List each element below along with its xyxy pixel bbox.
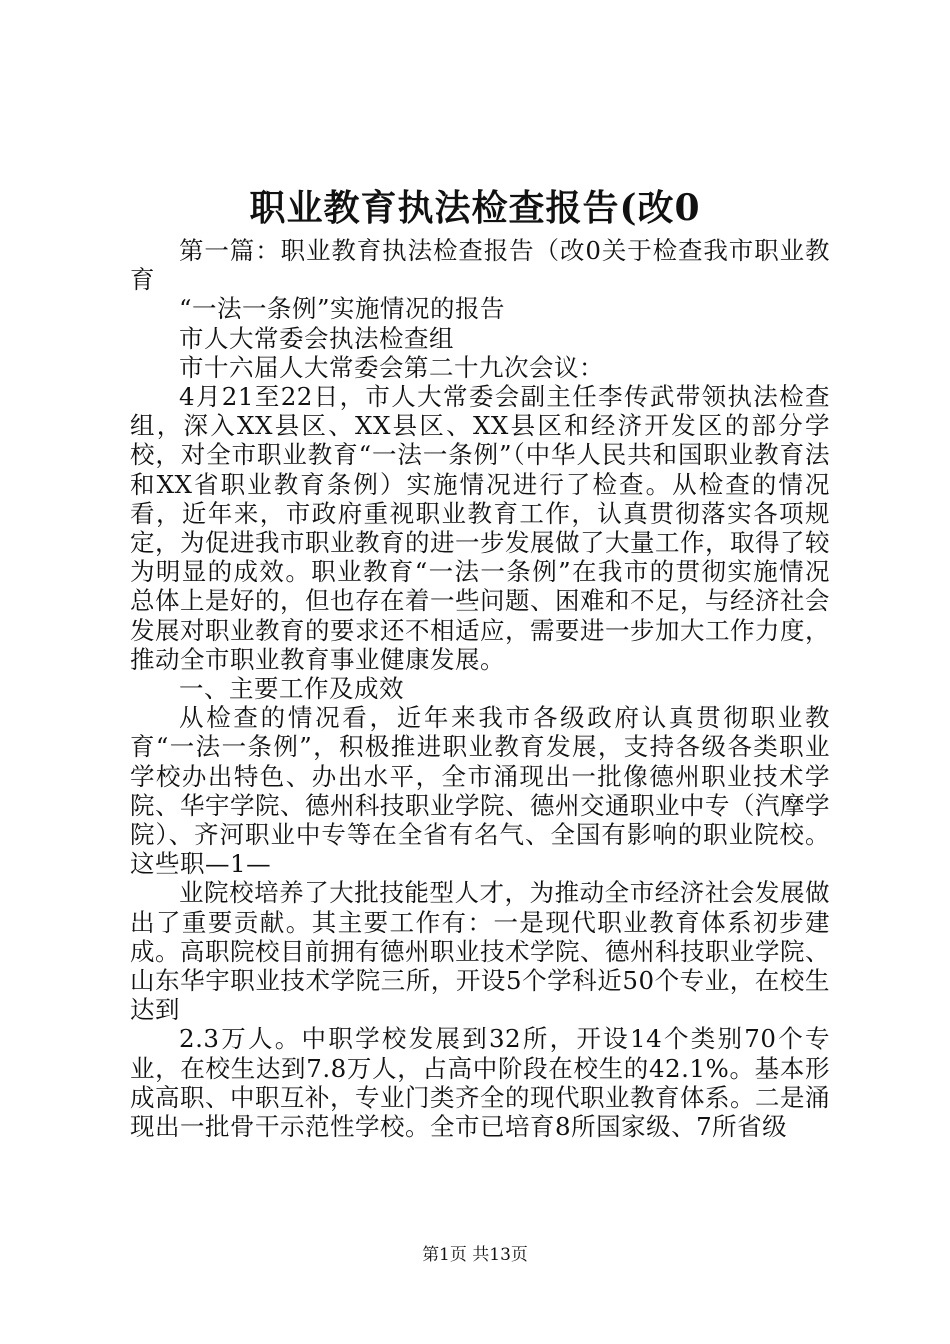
paragraph: “一法一条例”实施情况的报告 bbox=[179, 294, 506, 324]
paragraph: 市人大常委会执法检查组 bbox=[179, 323, 454, 353]
paragraph: 市十六届人大常委会第二十九次会议： bbox=[179, 352, 604, 382]
paragraph: 4月21至22日，市人大常委会副主任李传武带领执法检查组，深入XX县区、XX县区、XX县区和经济开发区的部分学校，对全市职业教育“一法一条例”（中华人民共和国职业教育法和XX省职业教育条例）实施情况进行了检查。从检查的情况看，近年来，市政府重视职业教育工作，认真贯彻落实各项规定，为促进我市职业教育的进一步发展做了大量工作，取得了较为明显的成效。职业教育“一法一条例”在我市的贯彻实施情况总体上是好的，但也存在着一些问题、困难和不足，与经济社会发展对职业教育的要求还不相适应，需要进一步加大工作力度，推动全市职业教育事业健康发展。 bbox=[130, 382, 830, 674]
paragraph: 业院校培养了大批技能型人才，为推动全市经济社会发展做出了重要贡献。其主要工作有：一是现代职业教育体系初步建成。高职院校目前拥有德州职业技术学院、德州科技职业学院、山东华宇职业技术学院三所，开设5个学科近50个专业，在校生达到 bbox=[130, 878, 830, 1025]
paragraph: 第一篇：职业教育执法检查报告（改0关于检查我市职业教育 bbox=[130, 236, 830, 295]
section-heading: 一、主要工作及成效 bbox=[179, 674, 404, 704]
document-body bbox=[130, 236, 830, 1141]
paragraph: 2.3万人。中职学校发展到32所，开设14个类别70个专业，在校生达到7.8万人，占高中阶段在校生的42.1%。基本形成高职、中职互补，专业门类齐全的现代职业教育体系。二是涌现出一批骨干示范性学校。全市已培育8所国家级、7所省级 bbox=[130, 1024, 830, 1142]
paragraph: 从检查的情况看，近年来我市各级政府认真贯彻职业教育“一法一条例”，积极推进职业教育发展，支持各级各类职业学校办出特色、办出水平，全市涌现出一批像德州职业技术学院、华宇学院、德州科技职业学院、德州交通职业中专（汽摩学院）、齐河职业中专等在全省有名气、全国有影响的职业院校。这些职—1— bbox=[130, 703, 830, 879]
page-footer: 第1页 共13页 bbox=[422, 1245, 528, 1265]
document-title: 职业教育执法检查报告(改0 bbox=[249, 187, 701, 229]
